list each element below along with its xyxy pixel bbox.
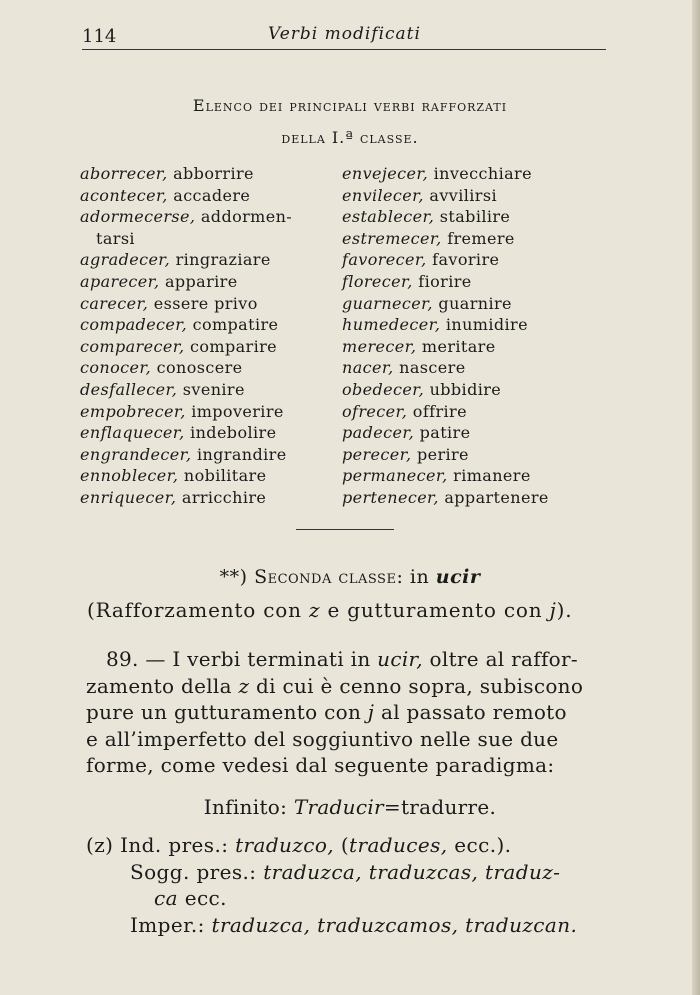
section-title-ucir: ucir [435, 566, 481, 588]
infinitive-line [0, 795, 700, 819]
italian-translation: rimanere [453, 466, 531, 486]
conjugation-block [86, 832, 616, 938]
para-line: forme, come vedesi dal seguente paradigma: [86, 753, 555, 777]
verb-entry [342, 185, 602, 207]
verb-entry [80, 228, 330, 250]
text: di cui è cenno sopra, subiscono [256, 673, 584, 698]
verb-entry [80, 357, 330, 379]
italian-translation: impoverire [191, 401, 284, 421]
text: al passato remoto [380, 700, 567, 724]
spanish-verb: permanecer, [342, 466, 448, 486]
section-title-caps: Seconda classe: [254, 566, 404, 588]
italian-translation: compatire [192, 315, 279, 335]
spanish-verb: engrandecer, [80, 444, 192, 464]
spanish-verb: comparecer, [80, 336, 185, 356]
forms: traduzca, traduzcas, traduz- [263, 859, 561, 884]
forms: traduces, [349, 833, 448, 857]
verb-entry [342, 336, 602, 358]
italian-translation: abborrire [173, 164, 254, 183]
text: Imper.: [130, 912, 205, 937]
section-rule [296, 529, 394, 530]
italian-translation: ubbidire [429, 379, 502, 399]
spanish-verb: envejecer, [342, 164, 429, 183]
section-marker: **) [219, 566, 248, 588]
verb-entry [80, 422, 330, 444]
verb-entry [80, 185, 330, 207]
spanish-verb: ofrecer, [342, 401, 408, 421]
verb-entry [342, 271, 602, 293]
list-heading-line1: Elenco dei principali verbi rafforzati [192, 96, 508, 115]
text-italic: j [367, 700, 375, 724]
text: zamento della [86, 673, 232, 698]
italian-translation: nobilitare [183, 466, 267, 486]
verb-entry [80, 206, 330, 228]
spanish-verb: establecer, [342, 207, 435, 227]
subtitle-z: z [308, 598, 321, 622]
verb-entry [80, 401, 330, 423]
italian-translation: addormen- [200, 207, 293, 227]
italian-translation: fremere [447, 228, 515, 248]
verb-entry [342, 228, 602, 250]
italian-translation: stabilire [439, 207, 511, 227]
page-edge [692, 0, 700, 995]
verb-entry [80, 379, 330, 401]
text: ( [340, 833, 350, 857]
verb-entry [80, 444, 330, 466]
para-line [86, 699, 612, 726]
verb-entry [342, 293, 602, 315]
verb-entry [342, 465, 602, 487]
italian-translation: meritare [421, 336, 496, 356]
text: (z) Ind. pres.: [86, 833, 229, 857]
italian-translation: essere privo [153, 293, 258, 313]
spanish-verb: carecer, [80, 293, 149, 313]
conj-row-sogg-cont [86, 885, 616, 912]
list-heading-line2: della I.ª classe. [281, 128, 419, 147]
text: pure un gutturamento con [86, 700, 362, 724]
verb-entry [342, 401, 602, 423]
infinitive-verb: Traducir [293, 795, 384, 819]
verb-entry [342, 206, 602, 228]
subtitle-part: ). [556, 598, 573, 622]
section-title-in: in [409, 566, 430, 588]
header-rule [82, 49, 606, 50]
text: ecc. [184, 886, 227, 910]
text: 89. — I verbi terminati in [106, 647, 371, 671]
equals-sign: = [383, 795, 401, 819]
spanish-verb: ennoblecer, [80, 466, 179, 486]
spanish-verb: favorecer, [342, 250, 427, 270]
verb-entry [80, 465, 330, 487]
italian-translation: apparire [164, 271, 238, 291]
verb-entry [342, 357, 602, 379]
italian-translation: perire [416, 444, 469, 464]
page-number: 114 [82, 26, 117, 47]
spanish-verb: desfallecer, [80, 379, 178, 399]
verb-entry [80, 163, 330, 185]
spanish-verb: guarnecer, [342, 293, 433, 313]
spanish-verb: enflaquecer, [80, 423, 185, 443]
infinitive-translation: tradurre. [400, 795, 497, 819]
spanish-verb: merecer, [342, 336, 417, 356]
verb-entry [342, 379, 602, 401]
text: ecc.). [454, 833, 512, 857]
italian-translation: nascere [399, 358, 466, 378]
spanish-verb: perecer, [342, 444, 412, 464]
verb-entry [80, 314, 330, 336]
verb-entry [342, 163, 602, 185]
spanish-verb: envilecer, [342, 185, 424, 205]
conj-row-ind-pres [86, 832, 616, 859]
paragraph-89 [86, 646, 612, 779]
verb-entry [80, 293, 330, 315]
forms: traduzco, [235, 833, 335, 857]
italian-translation: conoscere [156, 358, 243, 378]
spanish-verb: agradecer, [80, 250, 171, 270]
italian-translation: comparire [189, 336, 278, 356]
spanish-verb: empobrecer, [80, 401, 186, 421]
para-line: e all’imperfetto del soggiuntivo nelle sue due [86, 726, 559, 751]
italian-translation: fiorire [418, 271, 472, 291]
italian-translation: arricchire [181, 487, 267, 507]
spanish-verb: aparecer, [80, 271, 160, 291]
text: Sogg. pres.: [130, 859, 257, 884]
verb-list-left [80, 163, 330, 509]
subtitle-part: (Rafforzamento con [87, 598, 302, 622]
verb-entry [80, 336, 330, 358]
spanish-verb: nacer, [342, 358, 394, 378]
forms: ca [154, 886, 178, 910]
conj-row-imper [86, 912, 616, 939]
conj-row-sogg-pres [86, 859, 616, 886]
verb-entry [80, 249, 330, 271]
spanish-verb: florecer, [342, 271, 413, 291]
italian-translation: invecchiare [433, 164, 532, 183]
italian-translation: favorire [432, 250, 500, 270]
spanish-verb: humedecer, [342, 315, 441, 335]
spanish-verb: acontecer, [80, 185, 168, 205]
verb-entry [80, 487, 330, 509]
subtitle-part: e gutturamento con [327, 598, 543, 622]
verb-entry [342, 249, 602, 271]
spanish-verb: aborrecer, [80, 164, 168, 183]
italian-translation: offrire [412, 401, 467, 421]
verb-entry [342, 444, 602, 466]
para-line [86, 673, 612, 700]
running-title: Verbi modificati [268, 24, 421, 44]
verb-entry [342, 487, 602, 509]
verb-entry [342, 422, 602, 444]
verb-list-right [342, 163, 602, 509]
italian-translation: inumidire [445, 315, 528, 335]
italian-translation: indebolire [190, 423, 277, 443]
infinitive-label: Infinito: [203, 795, 288, 819]
spanish-verb: adormecerse, [80, 207, 196, 227]
italian-translation: svenire [182, 379, 245, 399]
italian-translation: appartenere [444, 487, 549, 507]
text-italic: z [238, 673, 250, 698]
spanish-verb: conocer, [80, 358, 152, 378]
subtitle-j: j [549, 598, 557, 622]
text: oltre al raffor- [429, 647, 578, 671]
section-subtitle [87, 598, 617, 622]
spanish-verb: compadecer, [80, 315, 188, 335]
spanish-verb: enriquecer, [80, 487, 177, 507]
spanish-verb: obedecer, [342, 379, 425, 399]
italian-translation: patire [419, 423, 471, 443]
italian-translation: tarsi [96, 228, 135, 248]
italian-translation: avvilirsi [429, 185, 497, 205]
italian-translation: guarnire [438, 293, 512, 313]
section-title [0, 566, 700, 588]
italian-translation: ringraziare [175, 250, 271, 270]
verb-entry [80, 271, 330, 293]
spanish-verb: pertenecer, [342, 487, 439, 507]
italian-translation: accadere [173, 185, 251, 205]
forms: traduzca, traduzcamos, traduzcan. [211, 912, 578, 937]
para-line [86, 646, 612, 673]
page-header [82, 22, 606, 48]
italian-translation: ingrandire [196, 444, 287, 464]
spanish-verb: padecer, [342, 423, 415, 443]
text-italic: ucir, [377, 647, 423, 671]
verb-entry [342, 314, 602, 336]
spanish-verb: estremecer, [342, 228, 442, 248]
